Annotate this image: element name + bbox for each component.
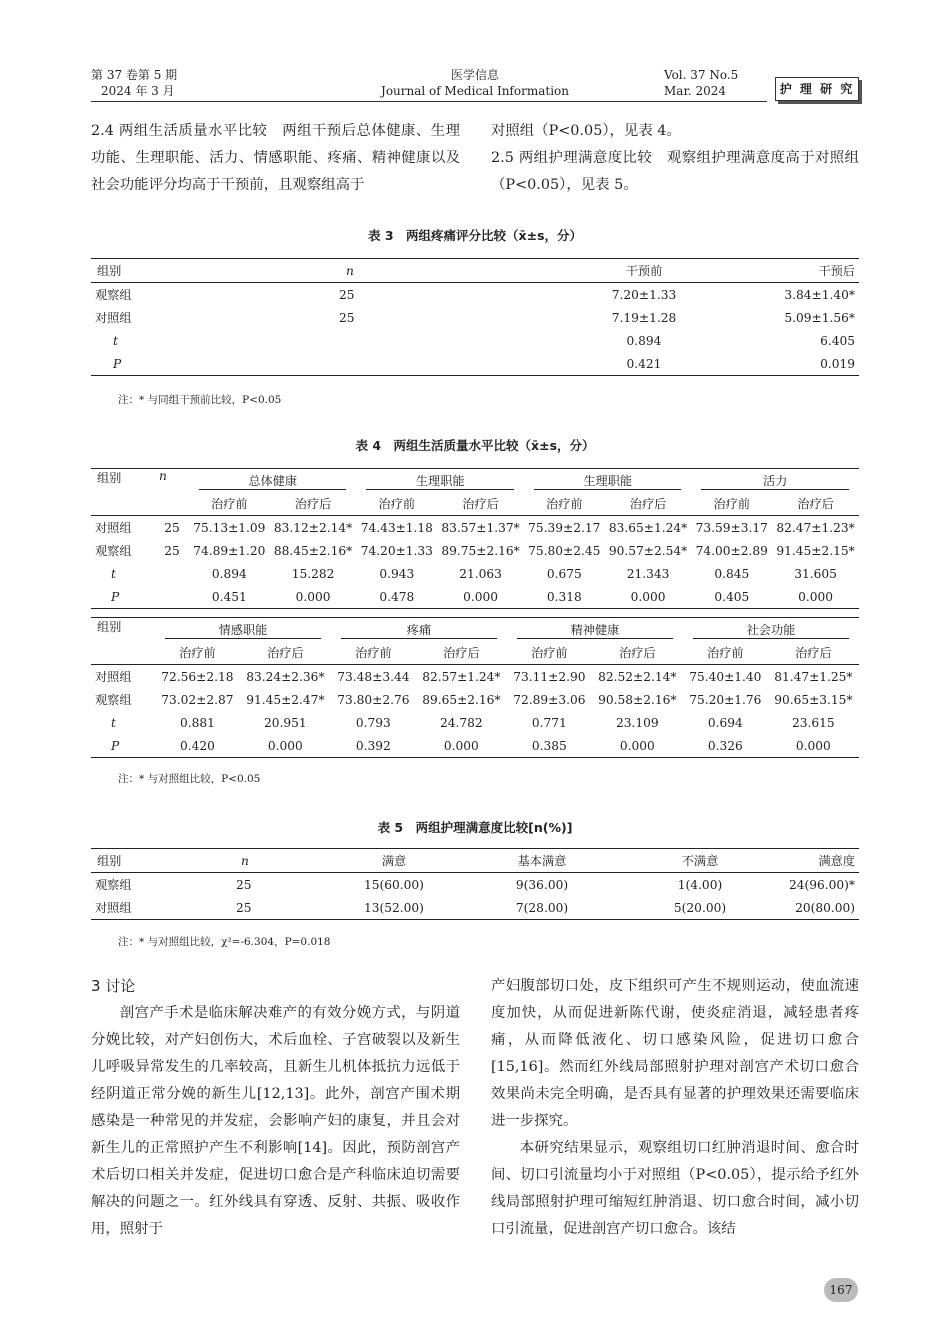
- table-header-row: [91, 469, 859, 493]
- table-cell: 观察组: [95, 288, 132, 302]
- table-cell: 81.47±1.25*: [774, 669, 853, 684]
- table-cell: [155, 585, 189, 609]
- table-cell: [155, 562, 189, 585]
- table-cell: t: [113, 333, 118, 348]
- discussion-right-para1: 产妇腹部切口处，皮下组织可产生不规则运动，使血流速度加快，从而促进新陈代谢，使炎症消退，减轻患者疼痛，从而降低液化、切口感染风险，促进切口愈合[15,16]。然而红外线局部照射护理对剖宫产术切口愈合效果尚未完全明确，是否具有显著的护理效果还需要临床进一步探究。: [491, 978, 859, 1129]
- table-cell: 75.39±2.17: [528, 520, 601, 535]
- table4-part1: [91, 468, 859, 609]
- table-cell: 0.793: [355, 715, 391, 730]
- col-header: n: [301, 259, 550, 283]
- col-header: 干预后: [738, 259, 859, 283]
- table-cell: 82.47±1.23*: [776, 520, 855, 535]
- table4-caption: 表 4 两组生活质量水平比较（x̄±s，分）: [355, 438, 595, 453]
- table-cell: 91.45±2.15*: [776, 543, 855, 558]
- table-cell: 82.57±1.24*: [422, 669, 501, 684]
- table-cell: P: [91, 734, 155, 758]
- table-cell: 75.13±1.09: [193, 520, 266, 535]
- table-cell: 对照组: [95, 670, 132, 684]
- col-header: 治疗前: [356, 492, 437, 516]
- table-cell: 83.12±2.14*: [273, 520, 353, 535]
- table4-part2: [91, 617, 859, 758]
- col-header: 干预前: [550, 259, 738, 283]
- table-cell: 83.24±2.36*: [246, 669, 325, 684]
- table5: [91, 848, 859, 920]
- col-header: 治疗前: [189, 492, 270, 516]
- col-header: 不满意: [621, 849, 779, 873]
- table-cell: 90.57±2.54*: [608, 543, 688, 558]
- table-row: [91, 306, 859, 329]
- table-cell: 15.282: [291, 566, 335, 581]
- table-cell: 0.771: [531, 715, 567, 730]
- table-cell: 6.405: [820, 333, 855, 348]
- table-cell: 75.80±2.45: [528, 543, 601, 558]
- table-cell: 20(80.00): [779, 896, 859, 920]
- journal-volume: 第 37 卷第 5 期 2024 年 3 月: [91, 68, 178, 98]
- table-row: [91, 896, 859, 920]
- table-cell: 0.421: [550, 352, 738, 376]
- header-divider: [91, 101, 767, 102]
- table-cell: 75.40±1.40: [689, 669, 762, 684]
- table-cell: P: [91, 585, 155, 609]
- table-cell: 7(28.00): [463, 896, 621, 920]
- table-row: [91, 734, 859, 758]
- table-cell: 89.75±2.16*: [441, 543, 520, 558]
- section-3-title: 3 讨论: [91, 977, 136, 995]
- col-header: 治疗后: [592, 641, 683, 665]
- table-cell: 25: [339, 310, 355, 325]
- table-cell: 9(36.00): [515, 877, 569, 892]
- col-header: 满意度: [779, 849, 859, 873]
- table-cell: 对照组: [95, 311, 132, 325]
- group-header: 总体健康: [189, 469, 356, 493]
- table-row: [91, 562, 859, 585]
- table-cell: [301, 329, 550, 352]
- table-cell: 91.45±2.47*: [246, 692, 325, 707]
- section-2-5-text: 2.5 两组护理满意度比较 观察组护理满意度高于对照组（P<0.05），见表 5。: [491, 150, 859, 193]
- col-header: 治疗后: [437, 492, 524, 516]
- table-cell: 0.420: [155, 734, 240, 758]
- col-header: 治疗后: [605, 492, 692, 516]
- col-header: 治疗前: [155, 641, 240, 665]
- table-cell: 0.318: [524, 585, 605, 609]
- group-header: 疼痛: [331, 618, 507, 642]
- table-cell: 0.000: [768, 734, 859, 758]
- discussion-left-para: 剖宫产手术是临床解决难产的有效分娩方式，与阴道分娩比较，对产妇创伤大，术后血栓、子宫破裂以及新生儿呼吸异常发生的几率较高，且新生儿机体抵抗力远低于经阴道正常分娩的新生儿[12,13]。此外，剖宫产围术期感染是一种常见的并发症，会影响产妇的康复，并且会对新生儿的正常照护产生不利影响[14]。因此，预防剖宫产术后切口相关并发症，促进切口愈合是产科临床迫切需要解决的问题之一。红外线具有穿透、反射、共振、吸收作用，照射于: [91, 1005, 460, 1237]
- group-header: 生理职能: [356, 469, 523, 493]
- col-header: 组别: [91, 849, 211, 873]
- table-row: [91, 283, 859, 307]
- table-cell: 25: [339, 287, 355, 302]
- table-cell: 观察组: [95, 544, 132, 558]
- col-header: n: [155, 469, 189, 516]
- table-cell: 25: [211, 896, 325, 920]
- table-cell: 25: [164, 520, 180, 535]
- col-header: 治疗后: [270, 492, 357, 516]
- table-cell: 0.000: [240, 734, 331, 758]
- table-cell: 90.65±3.15*: [774, 692, 853, 707]
- table-row: [91, 688, 859, 711]
- table-cell: t: [111, 715, 116, 730]
- discussion-right-para2: 本研究结果显示，观察组切口红肿消退时间、愈合时间、切口引流量均小于对照组（P<0.05），提示给予红外线局部照射护理可缩短红肿消退、切口愈合时间，减小切口引流量，促进剖宫产切口愈合。该结: [491, 1140, 859, 1237]
- table-cell: 24.782: [440, 715, 483, 730]
- table-cell: 73.11±2.90: [513, 669, 586, 684]
- table-cell: [301, 352, 550, 376]
- table-cell: 0.405: [691, 585, 772, 609]
- col-header: 满意: [325, 849, 463, 873]
- table-cell: 0.894: [211, 566, 247, 581]
- table-cell: t: [111, 566, 116, 581]
- table-cell: 5(20.00): [621, 896, 779, 920]
- table-cell: 0.694: [707, 715, 743, 730]
- table4-note: 注：* 与对照组比较，P<0.05: [118, 773, 261, 785]
- table-row: [91, 585, 859, 609]
- table-cell: 82.52±2.14*: [598, 669, 677, 684]
- table-cell: 20.951: [264, 715, 307, 730]
- journal-volume-en: Vol. 37 No.5 Mar. 2024: [664, 68, 739, 98]
- table-cell: 0.478: [356, 585, 437, 609]
- table-cell: 0.845: [714, 566, 750, 581]
- col-header: 治疗后: [772, 492, 859, 516]
- table3-caption: 表 3 两组疼痛评分比较（x̄±s，分）: [367, 228, 583, 243]
- table-cell: 0.392: [331, 734, 416, 758]
- table-row: [91, 711, 859, 734]
- table-cell: 24(96.00)*: [788, 877, 855, 892]
- table-cell: 72.89±3.06: [513, 692, 586, 707]
- table-cell: 0.000: [772, 585, 859, 609]
- table-cell: 23.109: [616, 715, 659, 730]
- section-2-4-text: 2.4 两组生活质量水平比较 两组干预后总体健康、生理功能、生理职能、活力、情感职能、疼痛、精神健康以及社会功能评分均高于干预前，且观察组高于: [91, 123, 460, 193]
- table-header-row: [91, 259, 859, 283]
- table-cell: P: [91, 352, 301, 376]
- table-cell: 83.65±1.24*: [608, 520, 688, 535]
- page-number: 167: [824, 1278, 858, 1302]
- table-row: [91, 329, 859, 352]
- table-header-row: [91, 618, 859, 642]
- table-cell: 21.063: [459, 566, 502, 581]
- table-cell: 3.84±1.40*: [784, 287, 855, 302]
- table-cell: 74.20±1.33: [360, 543, 433, 558]
- col-header: 治疗后: [416, 641, 507, 665]
- col-header: 治疗前: [507, 641, 592, 665]
- table-cell: 83.57±1.37*: [441, 520, 520, 535]
- table-cell: 73.02±2.87: [161, 692, 234, 707]
- table-cell: 0.675: [546, 566, 582, 581]
- table-header-row: [91, 849, 859, 873]
- journal-name: 医学信息 Journal of Medical Information: [381, 68, 569, 98]
- table-subheader-row: [91, 641, 859, 665]
- table-cell: 5.09±1.56*: [784, 310, 855, 325]
- table-cell: 7.20±1.33: [611, 287, 677, 302]
- table-cell: 观察组: [95, 878, 132, 892]
- col-header: 治疗前: [524, 492, 605, 516]
- col-header: 组别: [91, 259, 301, 283]
- table-cell: 0.000: [416, 734, 507, 758]
- table3: [91, 258, 859, 376]
- table-cell: 73.48±3.44: [337, 669, 410, 684]
- table-cell: 1(4.00): [677, 877, 723, 892]
- table5-caption: 表 5 两组护理满意度比较[n(%)]: [377, 820, 573, 835]
- table-cell: 0.000: [437, 585, 524, 609]
- col-header: 基本满意: [463, 849, 621, 873]
- col-header: n: [211, 849, 325, 873]
- col-header: 治疗前: [331, 641, 416, 665]
- table-cell: 0.019: [738, 352, 859, 376]
- table-row: [91, 539, 859, 562]
- table-cell: 88.45±2.16*: [273, 543, 353, 558]
- table-cell: 15(60.00): [364, 877, 424, 892]
- table-cell: 74.43±1.18: [360, 520, 433, 535]
- table-cell: 0.894: [626, 333, 662, 348]
- table-cell: 89.65±2.16*: [422, 692, 501, 707]
- table-cell: 25: [164, 543, 180, 558]
- table-row: [91, 873, 859, 897]
- table-cell: 74.00±2.89: [695, 543, 768, 558]
- col-header: 治疗后: [768, 641, 859, 665]
- table-cell: 13(52.00): [325, 896, 463, 920]
- table-cell: 0.881: [179, 715, 215, 730]
- table-cell: 90.58±2.16*: [598, 692, 677, 707]
- table-cell: 23.615: [792, 715, 835, 730]
- group-header: 生理职能: [524, 469, 691, 493]
- group-header: 情感职能: [155, 618, 331, 642]
- table-cell: 21.343: [626, 566, 670, 581]
- section-badge: 护 理 研 究: [775, 77, 859, 101]
- table-cell: 0.385: [507, 734, 592, 758]
- table-cell: 0.000: [592, 734, 683, 758]
- table-cell: 观察组: [95, 693, 132, 707]
- table-cell: 0.943: [379, 566, 415, 581]
- table-cell: 72.56±2.18: [161, 669, 234, 684]
- col-header: 组别: [91, 618, 155, 665]
- group-header: 精神健康: [507, 618, 683, 642]
- table-subheader-row: [91, 492, 859, 516]
- col-header: 组别: [91, 469, 155, 516]
- table-cell: 75.20±1.76: [689, 692, 762, 707]
- col-header: 治疗后: [240, 641, 331, 665]
- table-row: [91, 352, 859, 376]
- table-cell: 25: [236, 877, 252, 892]
- table-cell: 7.19±1.28: [611, 310, 677, 325]
- table5-note: 注：* 与对照组比较，χ²=-6.304，P=0.018: [118, 936, 331, 948]
- table-row: [91, 516, 859, 540]
- group-header: 社会功能: [683, 618, 859, 642]
- col-header: 治疗前: [683, 641, 768, 665]
- table-row: [91, 665, 859, 689]
- table-cell: 74.89±1.20: [193, 543, 266, 558]
- table-cell: 0.326: [683, 734, 768, 758]
- table-cell: 对照组: [91, 896, 211, 920]
- table-cell: 对照组: [95, 521, 132, 535]
- table-cell: 0.000: [605, 585, 692, 609]
- section-2-4-end: 对照组（P<0.05），见表 4。: [491, 123, 681, 139]
- col-header: 治疗前: [691, 492, 772, 516]
- table-cell: 31.605: [794, 566, 837, 581]
- table3-note: 注：* 与同组干预前比较，P<0.05: [118, 394, 282, 406]
- group-header: 活力: [691, 469, 859, 493]
- table-cell: 0.000: [270, 585, 357, 609]
- table-cell: 73.80±2.76: [337, 692, 410, 707]
- table-cell: 73.59±3.17: [695, 520, 768, 535]
- table-cell: 0.451: [189, 585, 270, 609]
